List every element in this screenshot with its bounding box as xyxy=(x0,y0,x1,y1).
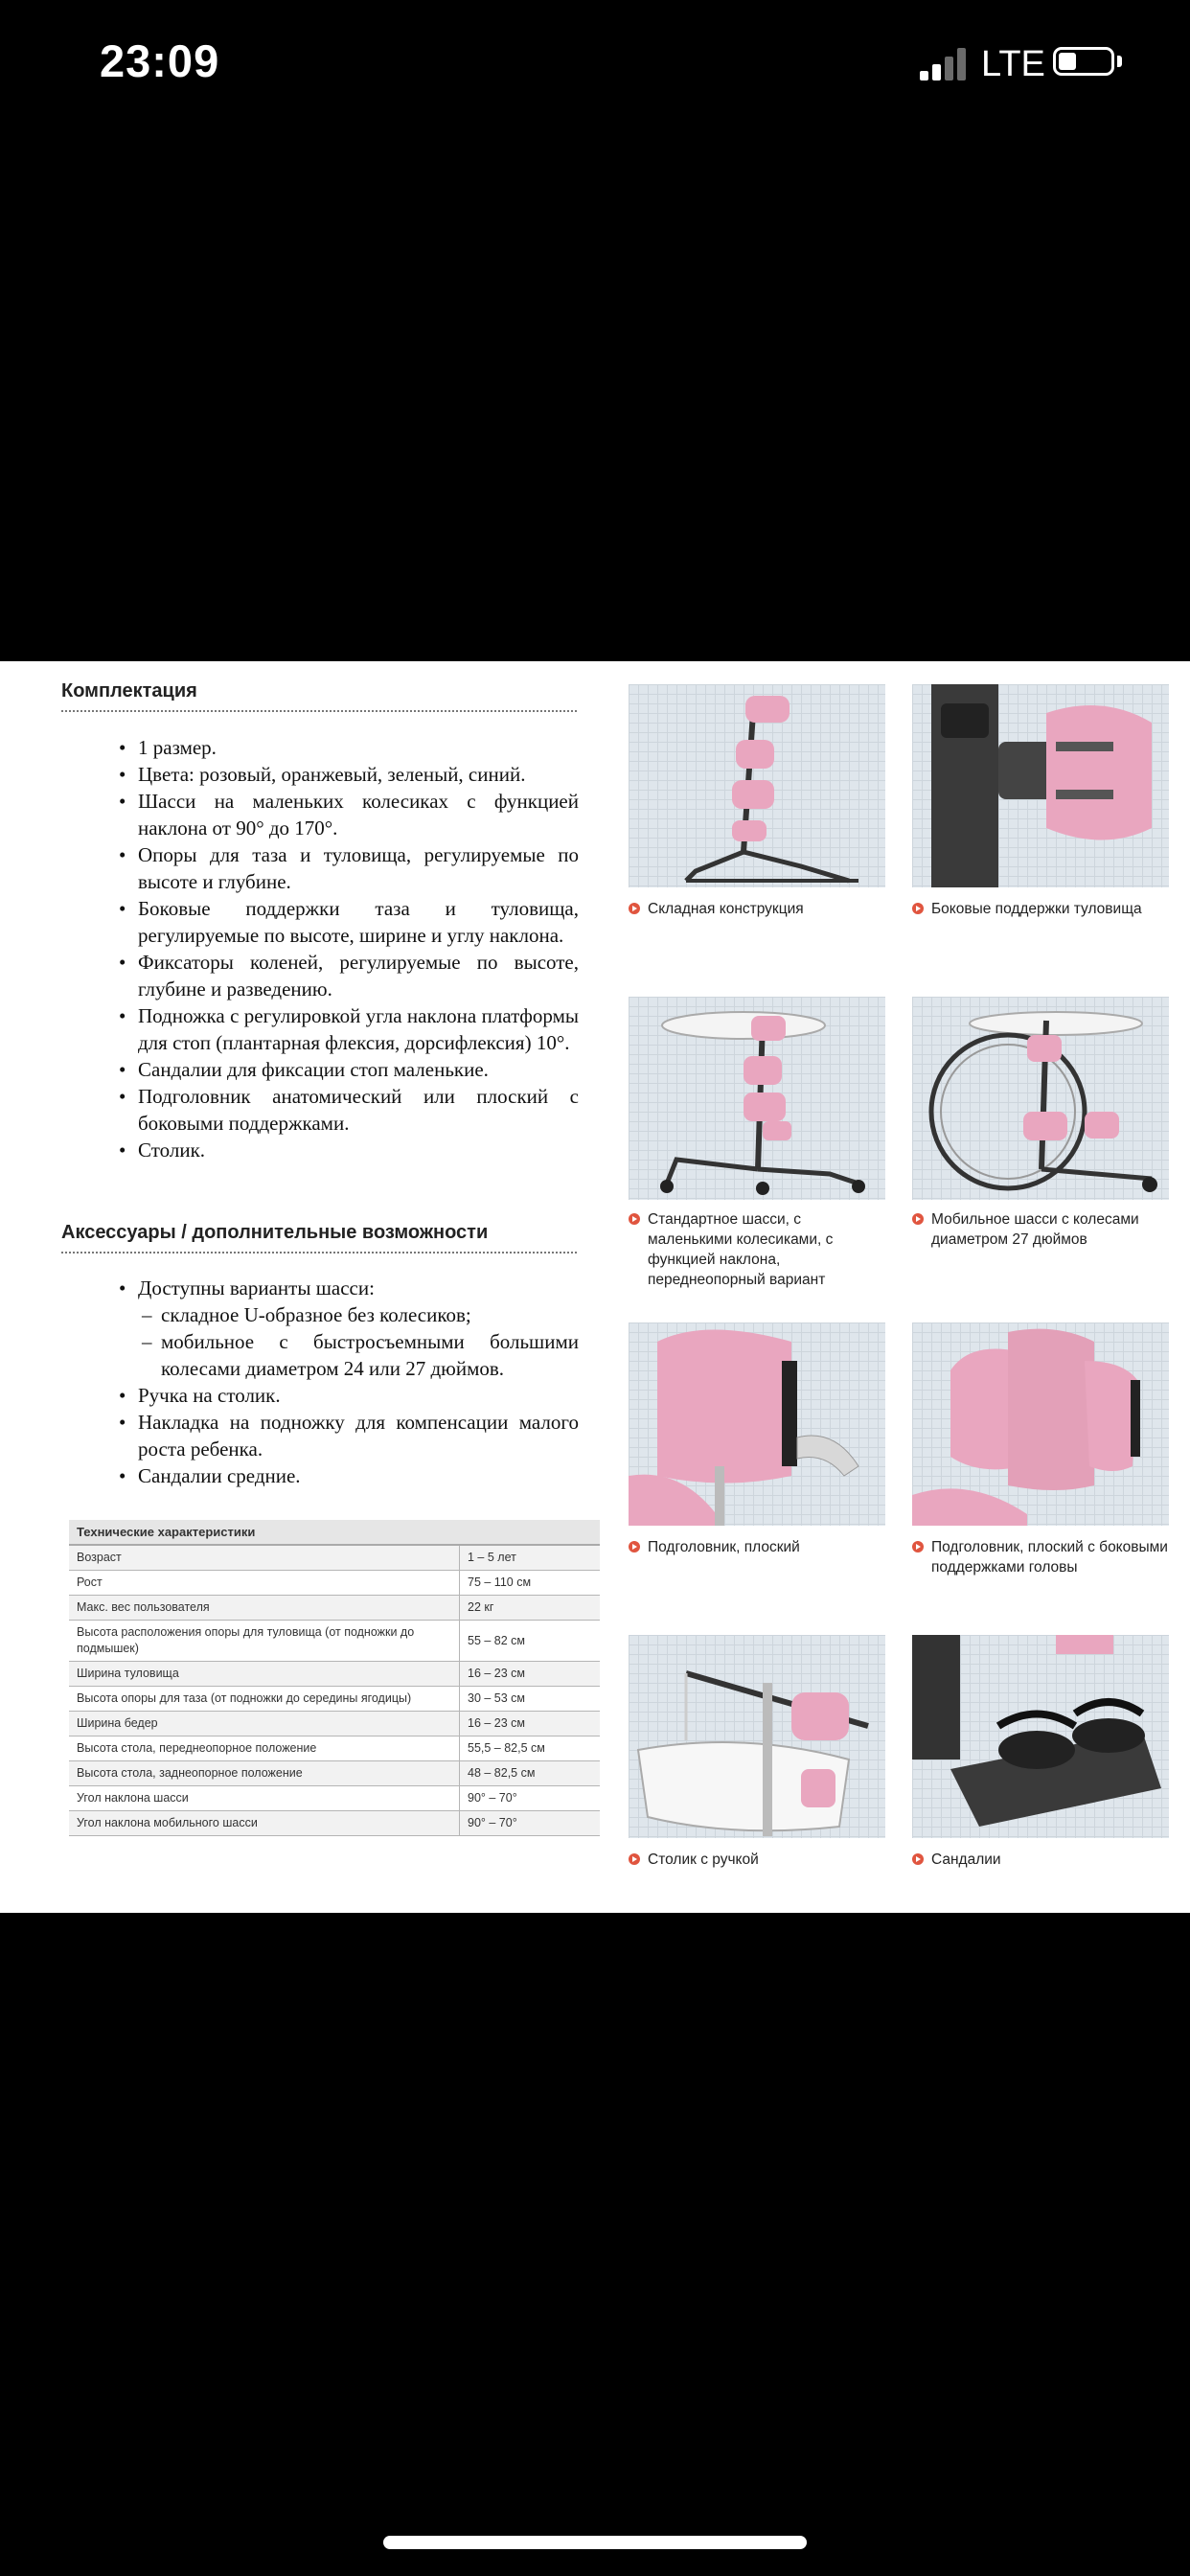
list-item: • 1 размер. xyxy=(61,734,579,761)
caption-standard-chassis: Стандартное шасси, с маленькими колесиками, с функцией наклона, переднеопорный вариант xyxy=(629,1209,885,1290)
list-item: • Подголовник анатомический или плоский с боковыми поддержками. xyxy=(61,1083,579,1137)
list-item: • Столик. xyxy=(61,1137,579,1163)
table-row xyxy=(69,1662,600,1687)
spec-label: Высота расположения опоры для туловища (от подножки до подмышек) xyxy=(69,1621,460,1662)
spec-value: 55,5 – 82,5 см xyxy=(460,1736,601,1761)
caption-folding-frame: Складная конструкция xyxy=(629,899,885,919)
list-item: • Шасси на маленьких колесиках с функцией наклона от 90° до 170°. xyxy=(61,788,579,841)
home-indicator[interactable] xyxy=(383,2536,807,2549)
spec-label: Угол наклона шасси xyxy=(69,1786,460,1811)
caption-mobile-chassis: Мобильное шасси с колесами диаметром 27 дюймов xyxy=(912,1209,1169,1250)
cellular-signal-icon xyxy=(920,46,970,80)
table-row xyxy=(69,1736,600,1761)
spec-value: 16 – 23 см xyxy=(460,1662,601,1687)
table-row xyxy=(69,1687,600,1712)
play-bullet-icon xyxy=(629,903,640,914)
caption-sandals: Сандалии xyxy=(912,1850,1169,1870)
kit-list xyxy=(61,734,579,1163)
document-page[interactable] xyxy=(0,661,1190,1913)
specs-title: Технические характеристики xyxy=(69,1520,600,1545)
spec-label: Рост xyxy=(69,1571,460,1596)
spec-value: 30 – 53 см xyxy=(460,1687,601,1712)
list-item: • Ручка на столик. xyxy=(61,1382,579,1409)
photo-folding-frame xyxy=(629,684,885,887)
list-item: • Накладка на подножку для компенсации малого роста ребенка. xyxy=(61,1409,579,1462)
status-bar xyxy=(0,0,1190,134)
table-row xyxy=(69,1571,600,1596)
table-row xyxy=(69,1596,600,1621)
photo-mobile-chassis xyxy=(912,997,1169,1200)
spec-value: 22 кг xyxy=(460,1596,601,1621)
table-row xyxy=(69,1621,600,1662)
spec-value: 1 – 5 лет xyxy=(460,1545,601,1571)
spec-value: 90° – 70° xyxy=(460,1786,601,1811)
table-row xyxy=(69,1761,600,1786)
list-item: • Подножка с регулировкой угла наклона платформы для стоп (плантарная флексия, дорсифлексия) 10°. xyxy=(61,1002,579,1056)
spec-label: Ширина туловища xyxy=(69,1662,460,1687)
list-item: • Боковые поддержки таза и туловища, регулируемые по высоте, ширине и углу наклона. xyxy=(61,895,579,949)
spec-label: Высота стола, переднеопорное положение xyxy=(69,1736,460,1761)
battery-tip-icon xyxy=(1117,56,1122,67)
list-subitem: – складное U-образное без колесиков; xyxy=(61,1301,579,1328)
photo-table-with-handle xyxy=(629,1635,885,1838)
caption-side-supports: Боковые поддержки туловища xyxy=(912,899,1169,919)
caption-headrest-side-supports: Подголовник, плоский с боковыми поддержками головы xyxy=(912,1537,1169,1577)
status-time: 23:09 xyxy=(100,35,220,86)
photo-headrest-side-supports xyxy=(912,1322,1169,1526)
section-title-accessories: Аксессуары / дополнительные возможности xyxy=(61,1222,577,1254)
spec-label: Угол наклона мобильного шасси xyxy=(69,1811,460,1836)
photo-standard-chassis xyxy=(629,997,885,1200)
spec-label: Высота стола, заднеопорное положение xyxy=(69,1761,460,1786)
play-bullet-icon xyxy=(912,903,924,914)
network-type: LTE xyxy=(981,44,1045,84)
spec-value: 16 – 23 см xyxy=(460,1712,601,1736)
list-item: • Доступны варианты шасси: xyxy=(61,1275,579,1301)
play-bullet-icon xyxy=(912,1541,924,1552)
photo-headrest-flat xyxy=(629,1322,885,1526)
play-bullet-icon xyxy=(912,1213,924,1225)
spec-label: Ширина бедер xyxy=(69,1712,460,1736)
list-item: • Опоры для таза и туловища, регулируемые по высоте и глубине. xyxy=(61,841,579,895)
play-bullet-icon xyxy=(629,1541,640,1552)
specs-table xyxy=(69,1520,600,1836)
caption-headrest-flat: Подголовник, плоский xyxy=(629,1537,885,1557)
list-item: • Сандалии для фиксации стоп маленькие. xyxy=(61,1056,579,1083)
play-bullet-icon xyxy=(629,1853,640,1865)
spec-label: Возраст xyxy=(69,1545,460,1571)
section-title-kit: Комплектация xyxy=(61,680,577,712)
spec-value: 55 – 82 см xyxy=(460,1621,601,1662)
list-item: • Фиксаторы коленей, регулируемые по высоте, глубине и разведению. xyxy=(61,949,579,1002)
table-row xyxy=(69,1712,600,1736)
battery-icon xyxy=(1053,47,1114,76)
spec-label: Высота опоры для таза (от подножки до середины ягодицы) xyxy=(69,1687,460,1712)
play-bullet-icon xyxy=(912,1853,924,1865)
photo-side-supports xyxy=(912,684,1169,887)
spec-label: Макс. вес пользователя xyxy=(69,1596,460,1621)
accessories-list xyxy=(61,1275,579,1489)
photo-sandals xyxy=(912,1635,1169,1838)
spec-value: 90° – 70° xyxy=(460,1811,601,1836)
list-item: • Сандалии средние. xyxy=(61,1462,579,1489)
table-row xyxy=(69,1811,600,1836)
spec-value: 75 – 110 см xyxy=(460,1571,601,1596)
spec-value: 48 – 82,5 см xyxy=(460,1761,601,1786)
play-bullet-icon xyxy=(629,1213,640,1225)
list-subitem: – мобильное с быстросъемными большими колесами диаметром 24 или 27 дюймов. xyxy=(61,1328,579,1382)
caption-table-with-handle: Столик с ручкой xyxy=(629,1850,885,1870)
table-row xyxy=(69,1786,600,1811)
table-row xyxy=(69,1545,600,1571)
list-item: • Цвета: розовый, оранжевый, зеленый, синий. xyxy=(61,761,579,788)
